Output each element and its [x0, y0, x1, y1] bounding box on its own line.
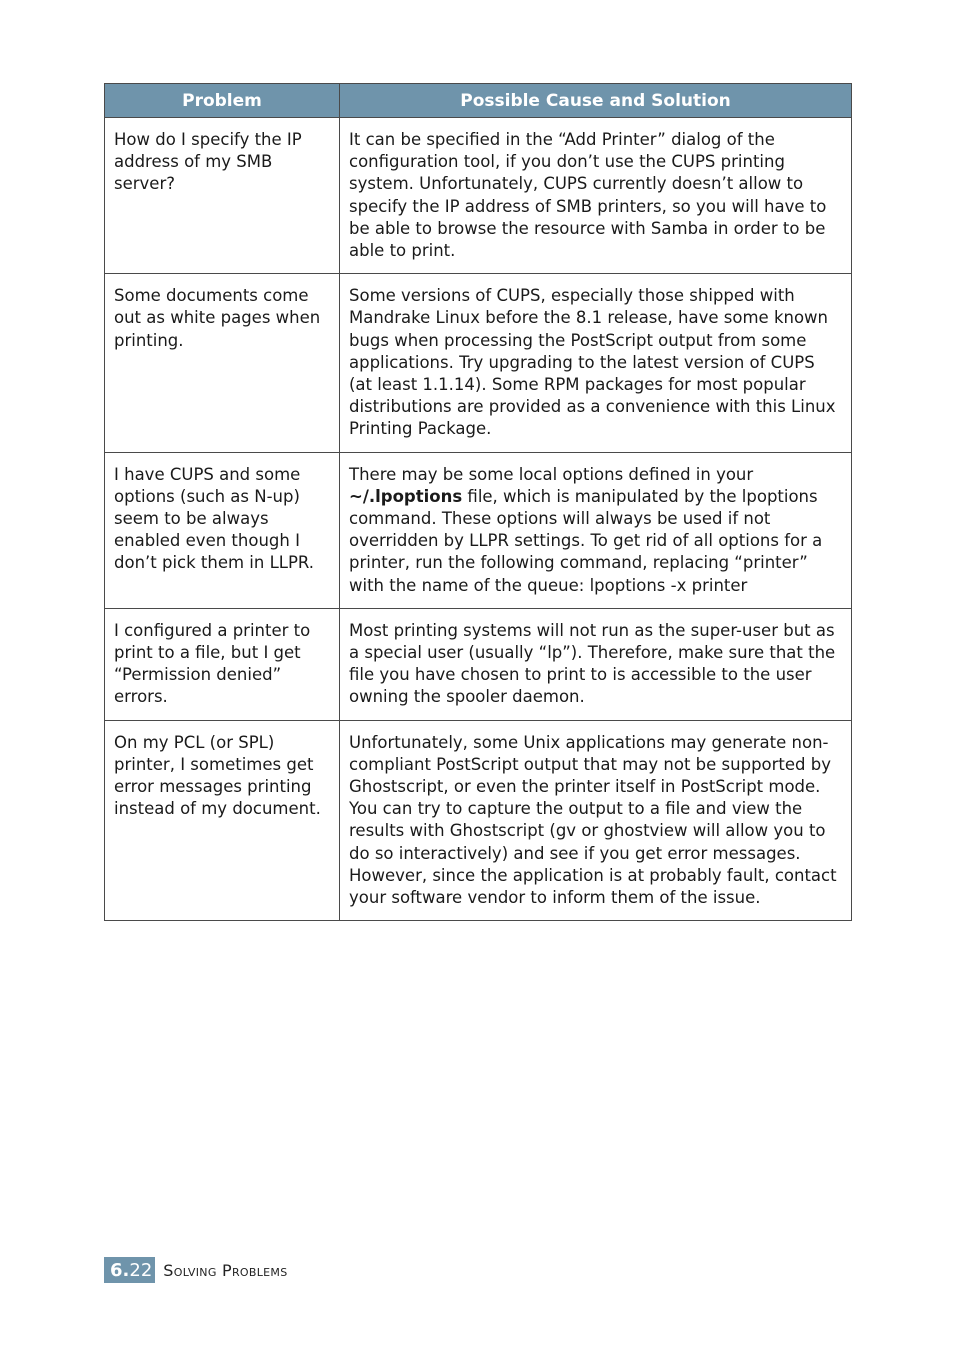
problem-cell: I configured a printer to print to a file, but I get “Permission denied” errors. [105, 608, 340, 720]
solution-cell [340, 452, 852, 608]
solution-cell: Some versions of CUPS, especially those shipped with Mandrake Linux before the 8.1 release, have some known bugs when processing the PostScript output from some applications. Try upgrading to the latest version of CUPS (at least 1.1.14). Some RPM packages for most popular distributions are provided as a convenience with this Linux Printing Package. [340, 274, 852, 452]
table-row [105, 720, 852, 921]
problem-cell: How do I specify the IP address of my SMB server? [105, 118, 340, 274]
solution-cell: Unfortunately, some Unix applications may generate non-compliant PostScript output that may not be supported by Ghostscript, or even the printer itself in PostScript mode. You can try to capture the output to a file and view the results with Ghostscript (gv or ghostview will allow you to do so interactively) and see if you get error messages. However, since the application is at probably fault, contact your software vendor to inform them of the issue. [340, 720, 852, 921]
column-header-problem: Problem [105, 84, 340, 118]
problem-cell: Some documents come out as white pages when printing. [105, 274, 340, 452]
solution-cell: It can be specified in the “Add Printer” dialog of the configuration tool, if you don’t use the CUPS printing system. Unfortunately, CUPS currently doesn’t allow to specify the IP address of SMB printers, so you will have to be able to browse the resource with Samba in order to be able to print. [340, 118, 852, 274]
solution-cell: Most printing systems will not run as the super-user but as a special user (usually “lp”). Therefore, make sure that the file you have chosen to print to is accessible to the user owning the spooler daemon. [340, 608, 852, 720]
solution-text-before: There may be some local options defined in your [349, 464, 754, 484]
page-number-badge [104, 1257, 155, 1283]
problem-cell: On my PCL (or SPL) printer, I sometimes get error messages printing instead of my document. [105, 720, 340, 921]
lpoptions-filename: ~/.lpoptions [349, 486, 463, 506]
table-header-row [105, 84, 852, 118]
page-footer [104, 1257, 287, 1283]
table-row [105, 452, 852, 608]
page-number: 22 [129, 1259, 153, 1281]
solution-text-after: file, which is manipulated by the lpoptions command. These options will always be used if not overridden by LLPR settings. To get rid of all options for a printer, run the following command, replacing “printer” with the name of the queue: lpoptions -x printer [349, 486, 823, 595]
problem-cell: I have CUPS and some options (such as N-up) seem to be always enabled even though I don’t pick them in LLPR. [105, 452, 340, 608]
table-row [105, 608, 852, 720]
table-row [105, 274, 852, 452]
chapter-number: 6. [110, 1259, 130, 1281]
section-title: Solving Problems [163, 1261, 288, 1280]
column-header-solution: Possible Cause and Solution [340, 84, 852, 118]
table-row [105, 118, 852, 274]
troubleshooting-table [104, 83, 852, 921]
